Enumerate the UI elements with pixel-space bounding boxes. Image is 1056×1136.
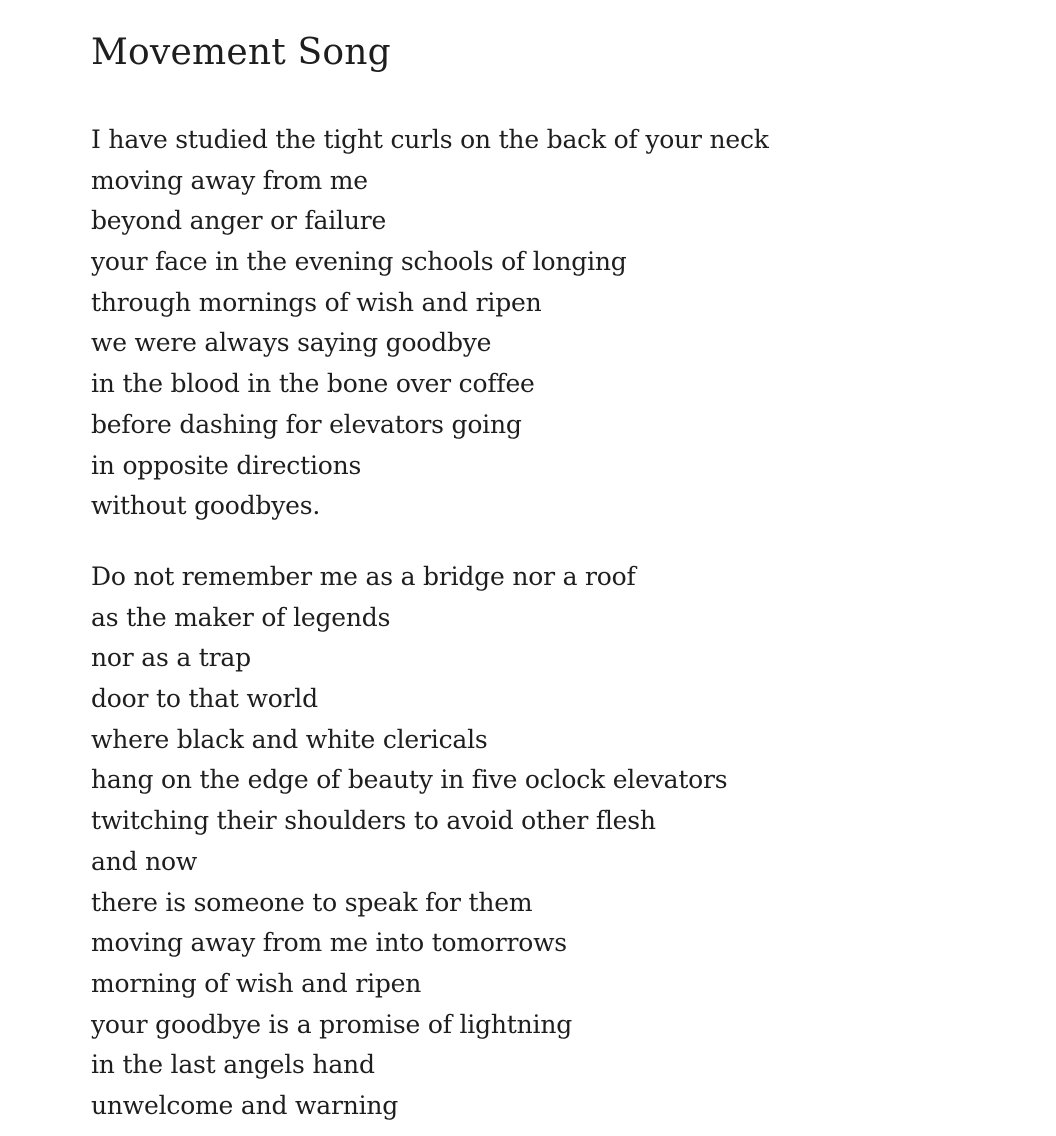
poem-line: in opposite directions (91, 450, 362, 480)
poem-line: in the blood in the bone over coffee (91, 369, 535, 399)
poem-line: nor as a trap (91, 643, 251, 673)
poem-line: moving away from me (91, 165, 368, 195)
poem-line: there is someone to speak for them (91, 887, 533, 917)
poem-line: twitching their shoulders to avoid other flesh (91, 806, 656, 836)
poem-line: door to that world (91, 684, 318, 714)
poem-line: through mornings of wish and ripen (91, 287, 542, 317)
poem-line: hang on the edge of beauty in five oclock elevators (91, 765, 728, 795)
poem-line: beyond anger or failure (91, 206, 387, 236)
poem-line: where black and white clericals (91, 724, 488, 754)
stanza-2 (91, 557, 727, 1127)
poem-line: and now (91, 846, 198, 876)
poem-line: we were always saying goodbye (91, 328, 492, 358)
poem-line: as the maker of legends (91, 602, 391, 632)
poem-line: your goodbye is a promise of lightning (91, 1009, 573, 1039)
poem-line: I have studied the tight curls on the back of your neck (91, 125, 769, 154)
poem-line: your face in the evening schools of longing (91, 247, 627, 277)
poem-line: unwelcome and warning (91, 1090, 399, 1120)
poem-line: without goodbyes. (91, 491, 321, 521)
poem-line: in the last angels hand (91, 1050, 375, 1080)
poem-line: before dashing for elevators going (91, 409, 522, 439)
stanza-1 (91, 120, 769, 527)
poem-line: morning of wish and ripen (91, 968, 422, 998)
poem-line: moving away from me into tomorrows (91, 928, 567, 958)
poem-title: Movement Song (91, 32, 391, 73)
poem-line: Do not remember me as a bridge nor a roof (91, 562, 636, 591)
